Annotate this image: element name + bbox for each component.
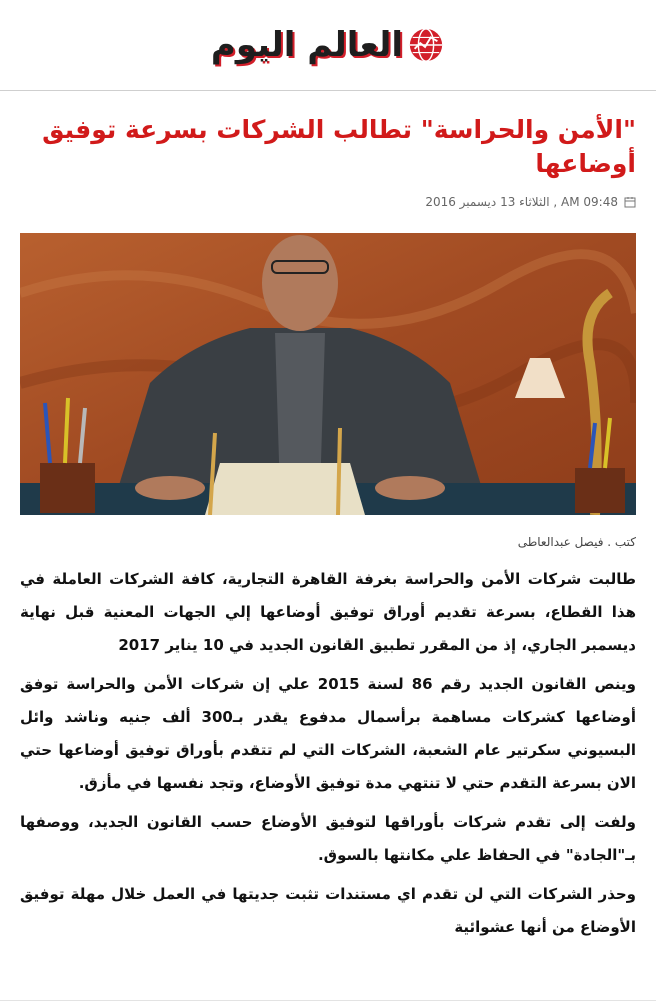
- article-date: 09:48 AM , الثلاثاء 13 ديسمبر 2016: [425, 195, 618, 209]
- article-paragraph: وينص القانون الجديد رقم 86 لسنة 2015 علي إن شركات الأمن والحراسة توفق أوضاعها كشركات مساهمة برأسمال مدفوع يقدر بـ300 ألف جنيه وناشد وائل البسيوني سكرتير عام الشعبة، الشركات التي لم تتقدم بأوراق توفيق أوضاعها حتي الان بسرعة التقدم حتي لا تنتهي مدة توفيق الأوضاع، وتجد نفسها في مأزق.: [20, 675, 636, 792]
- globe-icon: [407, 26, 445, 64]
- article-paragraph: ولفت إلى تقدم شركات بأوراقها لتوفيق الأوضاع حسب القانون الجديد، ووصفها بـ"الجادة" في الحفاظ علي مكانتها بالسوق.: [20, 813, 636, 864]
- site-logo[interactable]: [211, 25, 445, 65]
- article-photo: [20, 233, 636, 515]
- article-paragraph: طالبت شركات الأمن والحراسة بغرفة القاهرة التجارية، كافة الشركات العاملة في هذا القطاع، بسرعة تقديم أوراق توفيق أوضاعها إلي الجهات المعنية قبل نهاية ديسمبر الجاري، إذ من المقرر تطبيق القانون الجديد في 10 يناير 2017: [20, 570, 636, 654]
- footer-divider: [0, 1000, 656, 1001]
- photo-illustration: [20, 233, 636, 515]
- site-header: [0, 0, 656, 91]
- article-title: "الأمن والحراسة" تطالب الشركات بسرعة توفيق أوضاعها: [42, 115, 636, 178]
- logo-text: العالم اليوم: [210, 25, 404, 65]
- calendar-icon: [624, 196, 636, 208]
- article-body: [20, 563, 636, 944]
- article-paragraph: وحذر الشركات التي لن تقدم اي مستندات تثبت جديتها في العمل خلال مهلة توفيق الأوضاع من أنها عشوائية: [20, 885, 636, 936]
- photo-caption: كتب . فيصل عبدالعاطى: [517, 535, 636, 549]
- article-meta: [20, 195, 636, 209]
